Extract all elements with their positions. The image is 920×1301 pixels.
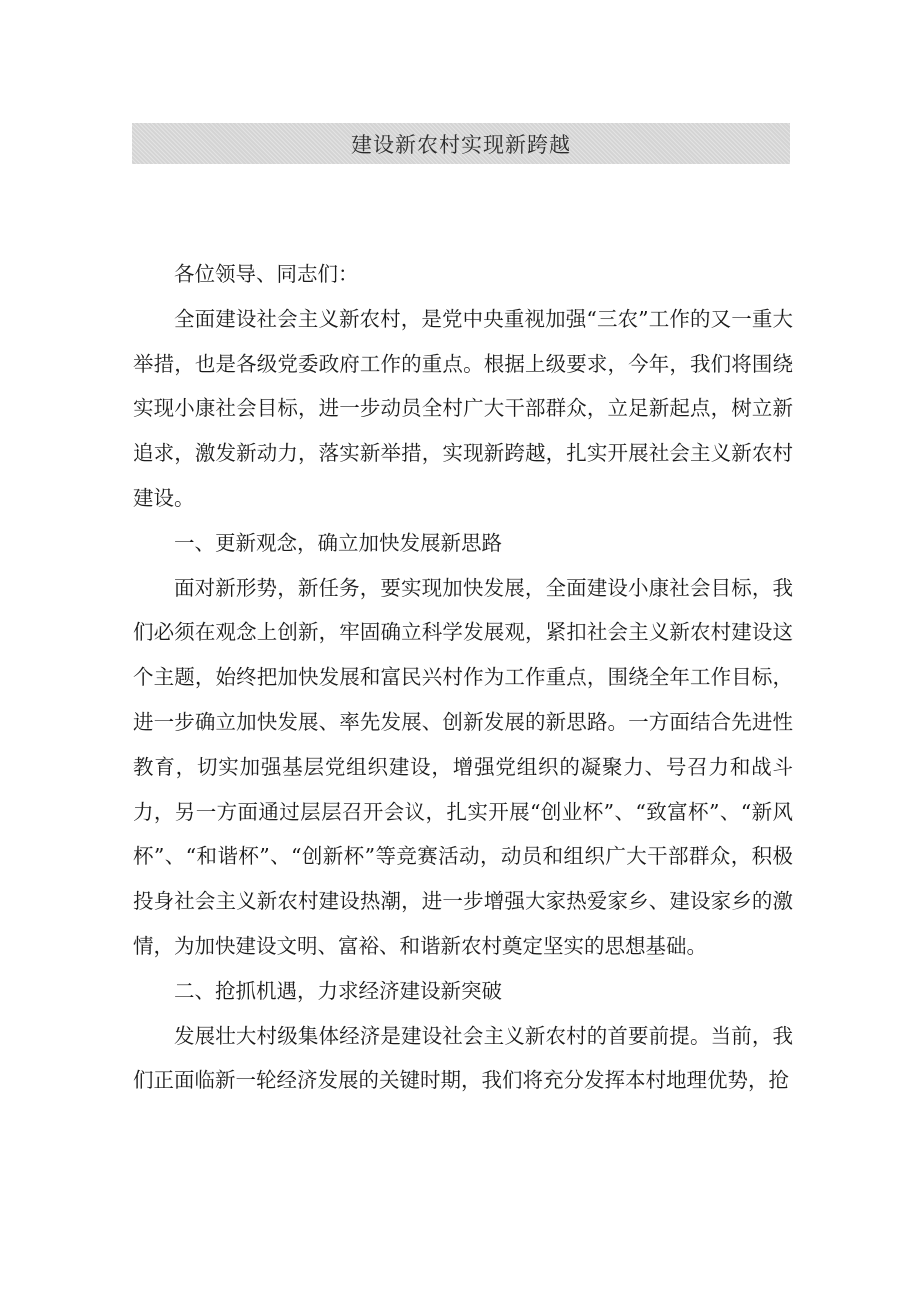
document-title: 建设新农村实现新跨越 [351,132,571,157]
title-banner [132,123,790,164]
document-body [133,252,793,1103]
paragraph-section-2: 发展壮大村级集体经济是建设社会主义新农村的首要前提。当前，我们正面临新一轮经济发展的关键时期，我们将充分发挥本村地理优势，抢 [133,1023,793,1093]
salutation: 各位领导、同志们： [174,262,359,286]
section-heading-2: 二、抢抓机遇，力求经济建设新突破 [174,978,502,1003]
paragraph-intro: 全面建设社会主义新农村，是党中央重视加强“三农”工作的又一重大举措，也是各级党委政府工作的重点。根据上级要求，今年，我们将围绕实现小康社会目标，进一步动员全村广大干部群众，立足新起点，树立新追求，激发新动力，落实新举措，实现新跨越，扎实开展社会主义新农村建设。 [133,306,793,510]
section-heading-1: 一、更新观念，确立加快发展新思路 [174,530,502,555]
paragraph-section-1: 面对新形势，新任务，要实现加快发展，全面建设小康社会目标，我们必须在观念上创新，牢固确立科学发展观，紧扣社会主义新农村建设这个主题，始终把加快发展和富民兴村作为工作重点，围绕全年工作目标，进一步确立加快发展、率先发展、创新发展的新思路。一方面结合先进性教育，切实加强基层党组织建设，增强党组织的凝聚力、号召力和战斗力，另一方面通过层层召开会议，扎实开展“创业杯”、“致富杯”、“新风杯”、“和谐杯”、“创新杯”等竞赛活动，动员和组织广大干部群众，积极投身社会主义新农村建设热潮，进一步增强大家热爱家乡、建设家乡的激情，为加快建设文明、富裕、和谐新农村奠定坚实的思想基础。 [133,575,793,958]
